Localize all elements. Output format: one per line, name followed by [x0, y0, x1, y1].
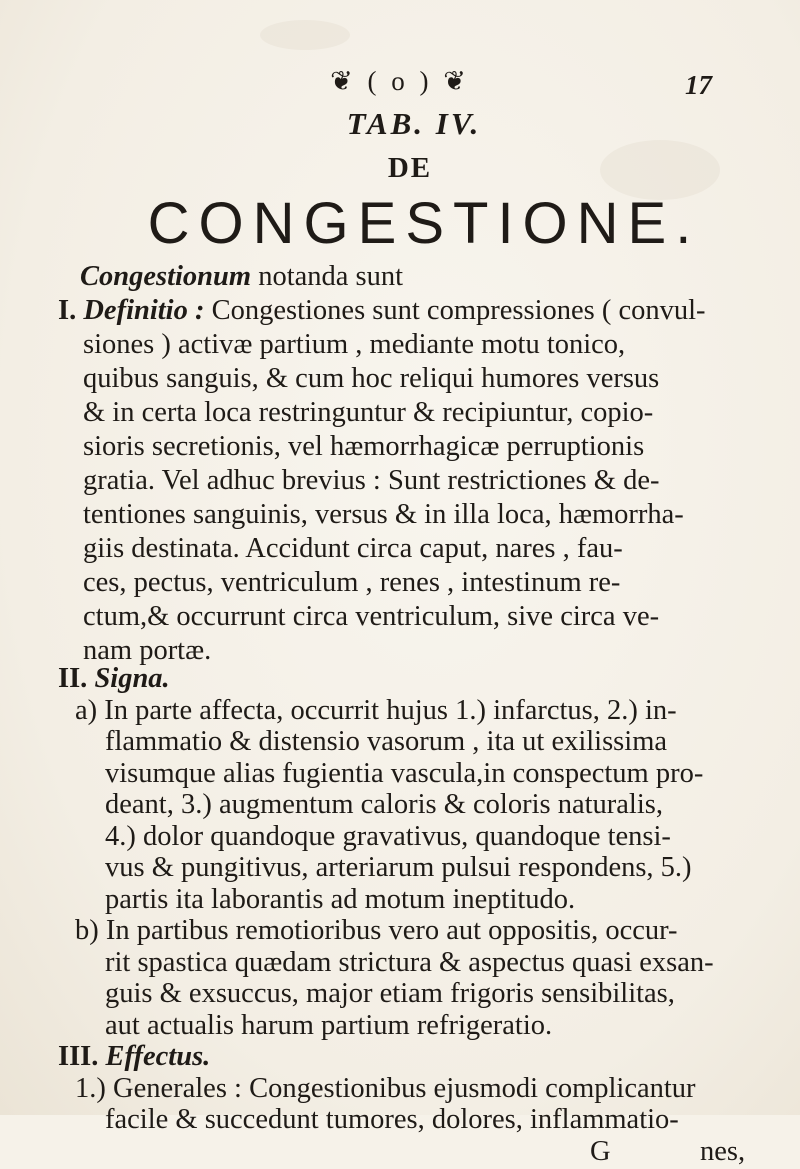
- text-line: 1.) Generales : Congestionibus ejusmodi complicantur: [75, 1072, 696, 1104]
- text-line: sioris secretionis, vel hæmorrhagicæ perruptionis: [83, 431, 645, 462]
- page-number: 17: [685, 70, 712, 100]
- header-ornament: ❦ ( o ) ❦: [330, 66, 470, 96]
- text-line: giis destinata. Accidunt circa caput, nares , fau-: [83, 533, 623, 564]
- text-line: 4.) dolor quandoque gravativus, quandoque tensi-: [105, 820, 671, 852]
- page-title: CONGESTIONE.: [147, 191, 701, 256]
- text-line: aut actualis harum partium refrigeratio.: [105, 1009, 553, 1041]
- section-number: II.: [58, 663, 88, 694]
- intro-italic: Congestionum: [80, 261, 252, 292]
- text-line: rit spastica quædam strictura & aspectus quasi exsan-: [105, 946, 714, 978]
- text-line: ces, pectus, ventriculum , renes , intestinum re-: [83, 567, 621, 598]
- text-line: gratia. Vel adhuc brevius : Sunt restrictiones & de-: [83, 465, 660, 496]
- text-line: Congestiones sunt compressiones ( convul-: [204, 295, 706, 326]
- text-line: visumque alias fugientia vascula,in conspectum pro-: [105, 757, 704, 789]
- text-line: a) In parte affecta, occurrit hujus 1.) infarctus, 2.) in-: [75, 694, 677, 726]
- section-effects-heading-line: [58, 1040, 210, 1074]
- text-line: siones ) activæ partium , mediante motu tonico,: [83, 329, 626, 360]
- section-heading: Effectus.: [105, 1041, 211, 1072]
- catchword: nes,: [700, 1135, 746, 1167]
- section-heading: Definitio :: [83, 295, 205, 326]
- text-line: deant, 3.) augmentum caloris & coloris naturalis,: [105, 789, 663, 820]
- text-line: vus & pungitivus, arteriarum pulsui respondens, 5.): [105, 852, 692, 883]
- text-line: ctum,& occurrunt circa ventriculum, sive circa ve-: [83, 601, 660, 632]
- title-prefix: DE: [387, 152, 433, 184]
- paper-stain: [260, 20, 350, 50]
- text-line: & in certa loca restringuntur & recipiuntur, copio-: [83, 397, 654, 428]
- section-number: III.: [58, 1041, 106, 1072]
- intro-line: [80, 260, 403, 294]
- text-line: partis ita laborantis ad motum ineptitudo.: [105, 883, 576, 915]
- section-signs-heading-line: [58, 662, 170, 696]
- section-heading: Signa.: [94, 663, 170, 694]
- text-line: nam portæ.: [83, 635, 212, 666]
- text-line: b) In partibus remotioribus vero aut oppositis, occur-: [75, 915, 678, 946]
- intro-rest: notanda sunt: [251, 261, 404, 292]
- text-line: guis & exsuccus, major etiam frigoris sensibilitas,: [105, 978, 675, 1009]
- table-reference: TAB. IV.: [346, 106, 482, 141]
- text-line: quibus sanguis, & cum hoc reliqui humores versus: [83, 363, 660, 394]
- text-line: tentiones sanguinis, versus & in illa loca, hæmorrha-: [83, 499, 684, 530]
- text-line: flammatio & distensio vasorum , ita ut exilissima: [105, 726, 668, 757]
- text-line: facile & succedunt tumores, dolores, inflammatio-: [105, 1104, 679, 1135]
- section-number: I.: [58, 295, 77, 326]
- section-definition-heading-line: [58, 294, 706, 328]
- signature-mark: G: [590, 1135, 611, 1167]
